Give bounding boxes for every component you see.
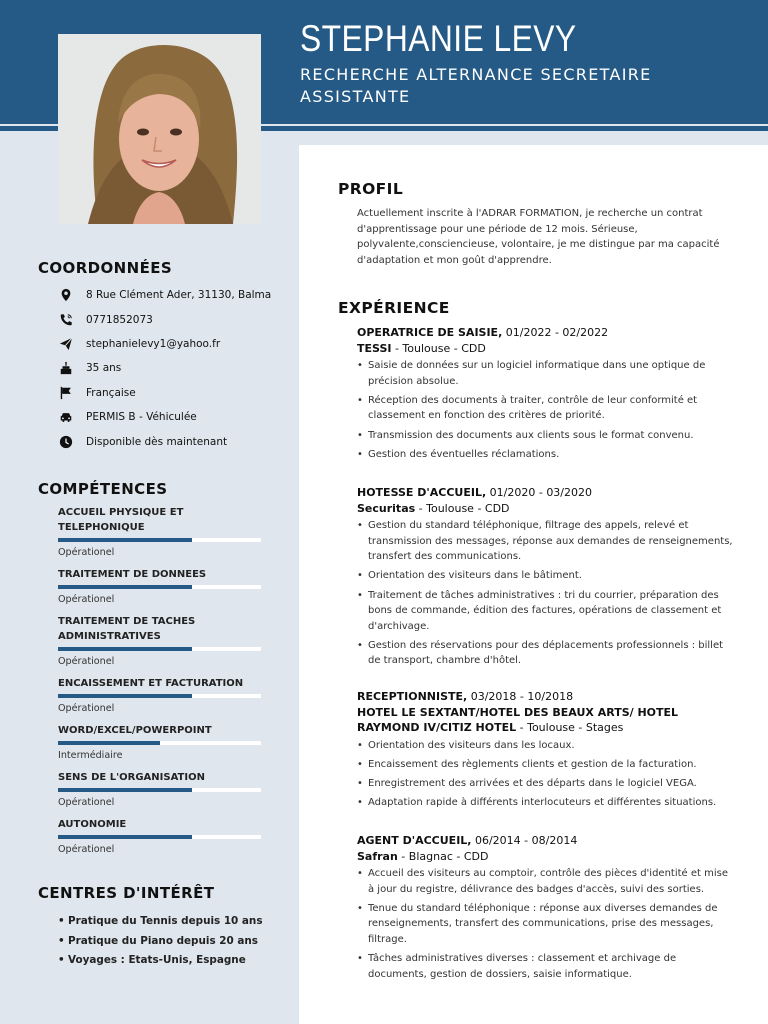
interest-item: • Voyages : Etats-Unis, Espagne (58, 951, 278, 971)
skill-name: TRAITEMENT DE TACHES ADMINISTRATIVES (58, 616, 196, 642)
job-bullets (357, 738, 737, 811)
job-details: - Blagnac - CDD (397, 849, 489, 863)
job-bullet: • Tenue du standard téléphonique : réponse aux diverses demandes de renseignements, transfert des communications, prise des messages, filtrage. (357, 901, 737, 948)
interests-list (58, 912, 278, 971)
job-bullet: • Saisie de données sur un logiciel informatique dans une optique de précision absolue. (357, 358, 737, 389)
job-bullet: • Transmission des documents aux clients sous le format convenu. (357, 428, 737, 444)
experience-section-title: EXPÉRIENCE (338, 299, 450, 317)
skill-level: Opérationel (58, 594, 115, 605)
skill-name: AUTONOMIE (58, 819, 127, 830)
skill-bar-fill (58, 585, 192, 589)
skill-name: SENS DE L'ORGANISATION (58, 772, 205, 783)
skill-bar-fill (58, 741, 160, 745)
skill-level: Opérationel (58, 656, 115, 667)
job-title: HOTESSE D'ACCUEIL, (357, 486, 487, 499)
candidate-subtitle: RECHERCHE ALTERNANCE SECRETAIRE ASSISTANTE (300, 65, 652, 106)
skill-bar-fill (58, 538, 192, 542)
car-icon (58, 409, 74, 425)
job-details: - Toulouse - CDD (391, 341, 486, 355)
location-pin-icon (58, 287, 74, 303)
job-bullets (357, 358, 737, 462)
job-title: OPERATRICE DE SAISIE, (357, 326, 503, 339)
skill-level: Opérationel (58, 844, 115, 855)
skill-name: ENCAISSEMENT ET FACTURATION (58, 678, 244, 689)
skill-item (58, 614, 261, 668)
job-bullet: • Adaptation rapide à différents interlocuteurs et différentes situations. (357, 795, 737, 811)
job-bullet: • Orientation des visiteurs dans les locaux. (357, 738, 737, 754)
contact-phone (58, 307, 278, 331)
skill-bar (58, 647, 261, 651)
profile-text: Actuellement inscrite à l'ADRAR FORMATION, je recherche un contrat d'apprentissage pour une période de 12 mois. Sérieuse, polyvalente,consciencieuse, volontaire, je me distingue par ma capacité d'adaptation et mon goût d'apprendre. (357, 208, 720, 266)
job-entry (357, 689, 737, 815)
contact-text: stephanielevy1@yahoo.fr (86, 337, 221, 350)
job-company-line (357, 501, 737, 517)
paper-plane-icon (58, 336, 74, 352)
skill-item (58, 505, 261, 559)
job-bullet: • Encaissement des règlements clients et gestion de la facturation. (357, 757, 737, 773)
flag-icon (58, 385, 74, 401)
skill-item (58, 723, 261, 762)
skill-level: Opérationel (58, 547, 115, 558)
contact-text: Disponible dès maintenant (86, 435, 228, 448)
contact-list (58, 283, 278, 454)
job-company: HOTEL LE SEXTANT/HOTEL DES BEAUX ARTS/ HOTEL RAYMOND IV/CITIZ HOTEL (357, 705, 679, 734)
job-dates: 03/2018 - 10/2018 (467, 690, 574, 703)
skill-name: TRAITEMENT DE DONNEES (58, 569, 207, 580)
skills-section-title: COMPÉTENCES (38, 480, 168, 498)
contact-license (58, 405, 278, 429)
job-title-line (357, 325, 737, 341)
job-title-line (357, 689, 737, 705)
job-dates: 01/2022 - 02/2022 (502, 326, 609, 339)
contact-address (58, 283, 278, 307)
job-bullet: • Accueil des visiteurs au comptoir, contrôle des pièces d'identité et mise à jour du registre, délivrance des badges d'accès, suivi des sorties. (357, 866, 737, 897)
contact-text: Française (86, 386, 136, 399)
contact-text: 8 Rue Clément Ader, 31130, Balma (86, 289, 272, 302)
job-title: AGENT D'ACCUEIL, (357, 834, 472, 847)
job-title-line (357, 485, 737, 501)
profile-photo (58, 34, 261, 224)
job-bullets (357, 518, 737, 669)
skill-bar-fill (58, 835, 192, 839)
skill-level: Opérationel (58, 703, 115, 714)
skill-bar (58, 585, 261, 589)
clock-icon (58, 434, 74, 450)
job-company: Safran (357, 849, 398, 863)
job-entry (357, 485, 737, 673)
job-company: TESSI (357, 341, 392, 355)
skill-name: WORD/EXCEL/POWERPOINT (58, 725, 212, 736)
contact-section-title: COORDONNÉES (38, 259, 173, 277)
skill-level: Intermédiaire (58, 750, 123, 761)
job-company: Securitas (357, 501, 416, 515)
job-bullet: • Tâches administratives diverses : classement et archivage de documents, gestion de dossiers, saisie informatique. (357, 951, 737, 982)
job-title-line (357, 833, 737, 849)
skill-bar-fill (58, 647, 192, 651)
job-company-line (357, 849, 737, 865)
contact-text: 0771852073 (86, 313, 153, 326)
skill-bar-fill (58, 788, 192, 792)
skill-bar (58, 538, 261, 542)
skill-bar (58, 835, 261, 839)
contact-nationality (58, 381, 278, 405)
candidate-name: STEPHANIE LEVY (300, 18, 577, 59)
contact-text: PERMIS B - Véhiculée (86, 411, 197, 424)
skill-item (58, 770, 261, 809)
phone-icon (58, 312, 74, 328)
profile-section-title: PROFIL (338, 180, 404, 198)
job-bullet: • Gestion des éventuelles réclamations. (357, 447, 737, 463)
job-company-line (357, 341, 737, 357)
contact-email (58, 332, 278, 356)
job-bullet: • Gestion du standard téléphonique, filtrage des appels, relevé et transmission des messages, réponse aux demandes de renseignements, transfert des communications. (357, 518, 737, 565)
contact-text: 35 ans (86, 362, 122, 375)
skill-name: ACCUEIL PHYSIQUE ET TELEPHONIQUE (58, 507, 184, 533)
job-details: - Toulouse - Stages (516, 721, 624, 734)
job-bullet: • Gestion des réservations pour des déplacements professionnels : billet de transport, chambre d'hôtel. (357, 638, 737, 669)
job-dates: 06/2014 - 08/2014 (471, 834, 578, 847)
job-details: - Toulouse - CDD (415, 501, 510, 515)
job-bullet: • Orientation des visiteurs dans le bâtiment. (357, 568, 737, 584)
skill-item (58, 817, 261, 856)
skill-level: Opérationel (58, 797, 115, 808)
job-bullets (357, 866, 737, 982)
job-bullet: • Enregistrement des arrivées et des départs dans le logiciel VEGA. (357, 776, 737, 792)
job-dates: 01/2020 - 03/2020 (486, 486, 593, 499)
birthday-cake-icon (58, 360, 74, 376)
skill-item (58, 567, 261, 606)
job-company-line (357, 705, 737, 736)
interest-item: • Pratique du Piano depuis 20 ans (58, 932, 278, 952)
contact-availability (58, 429, 278, 453)
job-bullet: • Traitement de tâches administratives : tri du courrier, préparation des bons de commande, édition des factures, opérations de classement et d'archivage. (357, 588, 737, 635)
skill-bar-fill (58, 694, 192, 698)
skill-bar (58, 741, 261, 745)
job-entry (357, 833, 737, 986)
skill-bar (58, 694, 261, 698)
contact-age (58, 356, 278, 380)
job-entry (357, 325, 737, 466)
interest-item: • Pratique du Tennis depuis 10 ans (58, 912, 278, 932)
interests-section-title: CENTRES D'INTÉRÊT (38, 884, 215, 902)
job-bullet: • Réception des documents à traiter, contrôle de leur conformité et classement en fonction des critères de priorité. (357, 393, 737, 424)
skills-list (58, 505, 261, 864)
job-title: RECEPTIONNISTE, (357, 690, 468, 703)
skill-item (58, 676, 261, 715)
skill-bar (58, 788, 261, 792)
